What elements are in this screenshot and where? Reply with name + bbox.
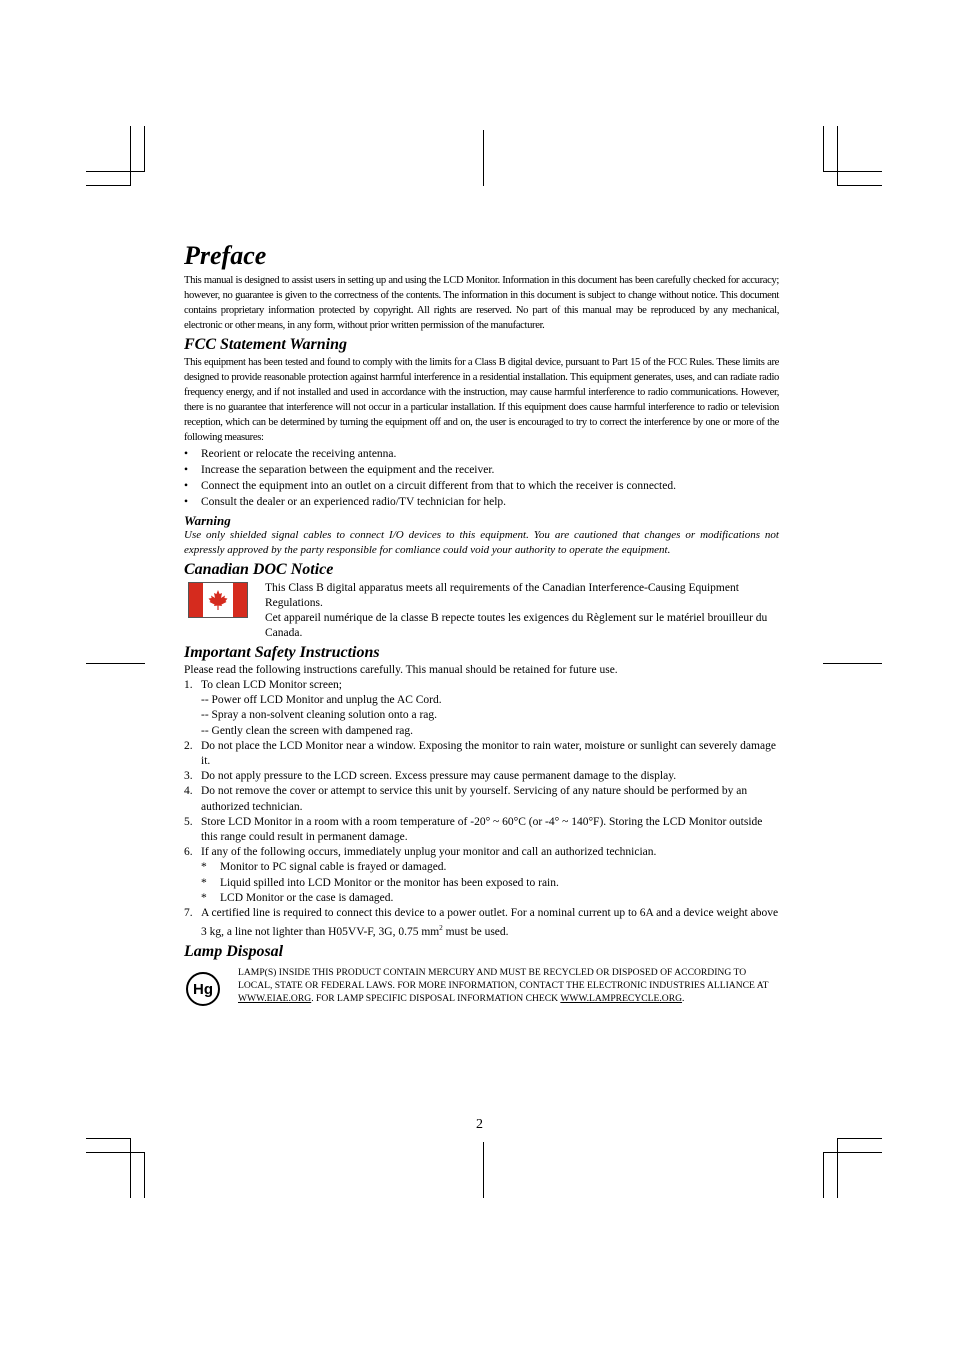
maple-leaf-icon bbox=[206, 588, 230, 612]
crop-mark bbox=[483, 1142, 484, 1198]
page-content bbox=[184, 240, 779, 1006]
list-item-text: Increase the separation between the equipment and the receiver. bbox=[201, 464, 495, 476]
sub-item-text: LCD Monitor or the case is damaged. bbox=[220, 891, 394, 904]
canada-notice bbox=[184, 581, 779, 641]
list-number: 7. bbox=[184, 907, 193, 920]
asterisk-icon: * bbox=[201, 891, 207, 904]
asterisk-icon: * bbox=[201, 861, 207, 874]
fcc-heading: FCC Statement Warning bbox=[184, 336, 348, 353]
crop-mark bbox=[86, 185, 131, 186]
crop-mark bbox=[86, 171, 145, 172]
list-item-text: Do not place the LCD Monitor near a window. Exposing the monitor to rain water, moisture or sunlight can severely damage it. bbox=[201, 739, 776, 768]
sub-item: -- Spray a non-solvent cleaning solution onto a rag. bbox=[201, 709, 438, 722]
bullet-icon: • bbox=[184, 480, 189, 492]
sub-item bbox=[201, 860, 779, 875]
crop-mark bbox=[823, 1152, 824, 1198]
crop-mark bbox=[823, 126, 824, 172]
list-item bbox=[184, 845, 779, 906]
sub-item bbox=[201, 876, 779, 891]
list-item-text: If any of the following occurs, immediately unplug your monitor and call an authorized technician. bbox=[201, 846, 657, 859]
list-item-text: Do not apply pressure to the LCD screen. Excess pressure may cause permanent damage to the display. bbox=[201, 770, 677, 783]
lamp-notice-text bbox=[238, 966, 779, 1006]
lamp-text: . FOR LAMP SPECIFIC DISPOSAL INFORMATION CHECK bbox=[311, 993, 561, 1005]
lamp-notice bbox=[184, 966, 779, 1006]
crop-mark bbox=[86, 663, 145, 664]
lamp-text: LAMP(S) INSIDE THIS PRODUCT CONTAIN MERCURY AND MUST BE RECYCLED OR DISPOSED OF ACCORDING TO LOCAL, STATE OR FEDERAL LAWS. FOR MORE INFORMATION, CONTACT THE ELECTRONIC INDUSTRIES ALLIANCE AT bbox=[238, 967, 769, 992]
list-item bbox=[184, 446, 779, 462]
page-title: Preface bbox=[184, 241, 267, 270]
preface-body: This manual is designed to assist users in setting up and using the LCD Monitor. Information in this document has been carefully checked for accuracy; however, no guarantee is given to the correctness of the contents. The information in this document is subject to change without notice. This document contains proprietary information protected by copyright. All rights are reserved. No part of this manual may be reproduced by any mechanical, electronic or other means, in any form, without prior written permission of the manufacturer. bbox=[184, 275, 779, 331]
bullet-icon: • bbox=[184, 448, 189, 460]
list-item-text: Connect the equipment into an outlet on a circuit different from that to which the receiver is connected. bbox=[201, 480, 676, 492]
list-item bbox=[184, 678, 779, 739]
crop-mark bbox=[823, 171, 882, 172]
canada-notice-text bbox=[265, 581, 779, 641]
canada-flag-icon bbox=[188, 582, 248, 618]
list-number: 3. bbox=[184, 770, 193, 783]
lamprecycle-link[interactable]: WWW.LAMPRECYCLE.ORG bbox=[560, 993, 683, 1005]
canada-notice-fr: Cet appareil numérique de la classe B repecte toutes les exigences du Règlement sur le matériel brouilleur du Canada. bbox=[265, 612, 768, 639]
list-item bbox=[184, 494, 779, 510]
list-item-text: Consult the dealer or an experienced radio/TV technician for help. bbox=[201, 496, 507, 508]
warning-heading: Warning bbox=[184, 513, 231, 528]
crop-mark bbox=[144, 1152, 145, 1198]
safety-heading: Important Safety Instructions bbox=[184, 644, 380, 661]
crop-mark bbox=[837, 126, 838, 186]
sub-item bbox=[201, 891, 779, 906]
list-number: 4. bbox=[184, 785, 193, 798]
fcc-measures-list bbox=[184, 446, 779, 510]
list-item bbox=[184, 815, 779, 845]
sub-item: -- Power off LCD Monitor and unplug the AC Cord. bbox=[201, 694, 442, 707]
safety-intro: Please read the following instructions carefully. This manual should be retained for future use. bbox=[184, 664, 618, 676]
list-item-text-tail: must be used. bbox=[442, 926, 509, 939]
list-number: 2. bbox=[184, 739, 193, 752]
sub-item: -- Gently clean the screen with dampened rag. bbox=[201, 724, 414, 737]
asterisk-icon: * bbox=[201, 876, 207, 889]
list-number: 6. bbox=[184, 846, 193, 859]
crop-mark bbox=[144, 126, 145, 172]
list-item-text: A certified line is required to connect this device to a power outlet. For a nominal current up to 6A and a device weight above 3 kg, a line not lighter than H05VV-F, 3G, 0.75 mm bbox=[201, 907, 779, 939]
crop-mark bbox=[130, 126, 131, 186]
list-item bbox=[184, 784, 779, 814]
crop-mark bbox=[837, 1138, 838, 1198]
crop-mark bbox=[483, 130, 484, 186]
canada-notice-en: This Class B digital apparatus meets all requirements of the Canadian Interference-Causing Equipment Regulations. bbox=[265, 582, 739, 609]
crop-mark bbox=[837, 1138, 882, 1139]
bullet-icon: • bbox=[184, 464, 189, 476]
list-item bbox=[184, 739, 779, 769]
list-number: 5. bbox=[184, 815, 193, 828]
crop-mark bbox=[130, 1138, 131, 1198]
bullet-icon: • bbox=[184, 496, 189, 508]
crop-mark bbox=[86, 1152, 145, 1153]
superscript: 2 bbox=[439, 924, 443, 933]
list-item-text: Do not remove the cover or attempt to service this unit by yourself. Servicing of any nature should be performed by an authorized technician. bbox=[201, 785, 748, 813]
list-item-text: To clean LCD Monitor screen; bbox=[201, 679, 342, 691]
lamp-heading: Lamp Disposal bbox=[184, 943, 284, 961]
list-item bbox=[184, 478, 779, 494]
list-number: 1. bbox=[184, 679, 193, 691]
list-item bbox=[184, 462, 779, 478]
crop-mark bbox=[837, 185, 882, 186]
sub-item-text: Liquid spilled into LCD Monitor or the monitor has been exposed to rain. bbox=[220, 876, 559, 889]
page-number: 2 bbox=[476, 1117, 483, 1132]
list-item bbox=[184, 769, 779, 784]
lamp-text: . bbox=[682, 993, 685, 1005]
mercury-hg-icon: Hg bbox=[186, 972, 220, 1006]
eiae-link[interactable]: WWW.EIAE.ORG bbox=[238, 993, 312, 1005]
canada-heading: Canadian DOC Notice bbox=[184, 561, 334, 578]
crop-mark bbox=[823, 1152, 882, 1153]
safety-list bbox=[184, 678, 779, 940]
warning-body: Use only shielded signal cables to connect I/O devices to this equipment. You are cautioned that changes or modifications not expressly approved by the party responsible for comliance could void your authority to operate the equipment. bbox=[184, 529, 779, 556]
fcc-body: This equipment has been tested and found to comply with the limits for a Class B digital device, pursuant to Part 15 of the FCC Rules. These limits are designed to provide reasonable protection against harmful interference in a residential installation. This equipment generates, uses, and can radiate radio frequency energy, and if not installed and used in accordance with the instruction, may cause harmful interference to radio communications. However, there is no guarantee that interference will not occur in a particular installation. If this equipment does cause harmful interference to radio or television reception, which can be determined by turning the equipment off and on, the user is encouraged to try to correct the interference by one or more of the following measures: bbox=[184, 357, 779, 443]
crop-mark bbox=[823, 663, 882, 664]
list-item-text: Store LCD Monitor in a room with a room temperature of -20° ~ 60°C (or -4° ~ 140°F). Storing the LCD Monitor outside this range could result in permanent damage. bbox=[201, 815, 763, 844]
list-item-text: Reorient or relocate the receiving antenna. bbox=[201, 448, 397, 460]
list-item bbox=[184, 906, 779, 940]
sub-item-text: Monitor to PC signal cable is frayed or damaged. bbox=[220, 861, 447, 874]
crop-mark bbox=[86, 1138, 131, 1139]
